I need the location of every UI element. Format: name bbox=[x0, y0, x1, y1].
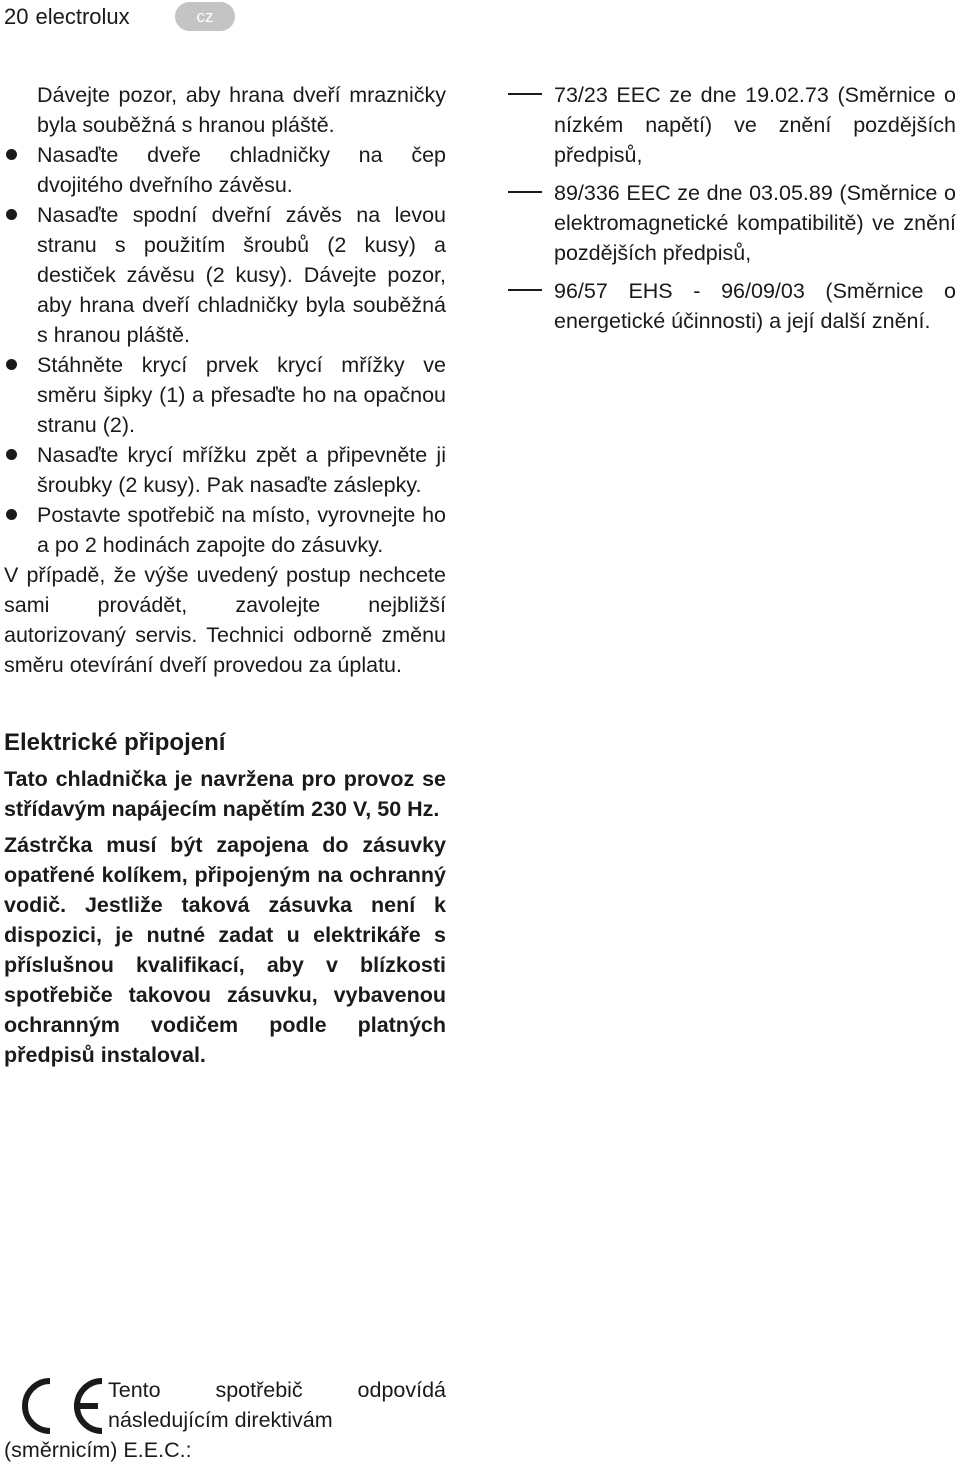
bullet-icon bbox=[6, 359, 17, 370]
dash-icon bbox=[508, 289, 542, 291]
list-item: 89/336 EEC ze dne 03.05.89 (Směrnice o elektromagnetické kompatibilitě) ve znění pozdějších předpisů, bbox=[508, 178, 956, 268]
dash-icon bbox=[508, 191, 542, 193]
bullet-icon bbox=[6, 209, 17, 220]
voltage-paragraph: Tato chladnička je navržena pro provoz se střídavým napájecím napětím 230 V, 50 Hz. bbox=[4, 767, 446, 821]
list-item: 73/23 EEC ze dne 19.02.73 (Směrnice o nízkém napětí) ve znění pozdějších předpisů, bbox=[508, 80, 956, 170]
ce-mark-icon bbox=[10, 1375, 106, 1437]
bullet-icon bbox=[6, 149, 17, 160]
page-number: 20 bbox=[4, 4, 29, 29]
list-item: Nasaďte spodní dveřní závěs na levou stranu s použitím šroubů (2 kusy) a destiček závěsu (2 kusy). Dávejte pozor, aby hrana dveří chladničky byla souběžná s hranou pláště. bbox=[4, 200, 446, 350]
section-title: Elektrické připojení bbox=[4, 729, 226, 756]
language-badge: cz bbox=[175, 2, 235, 31]
left-column bbox=[4, 80, 446, 1070]
page-header bbox=[4, 2, 130, 32]
brand-name: electrolux bbox=[35, 4, 130, 29]
list-item: Nasaďte dveře chladničky na čep dvojitého dveřního závěsu. bbox=[4, 140, 446, 200]
bullet-icon bbox=[6, 509, 17, 520]
plug-paragraph: Zástrčka musí být zapojena do zásuvky opatřené kolíkem, připojeným na ochranný vodič. Jestliže taková zásuvka není k dispozici, je nutné zadat u elektrikáře s příslušnou kvalifikací, aby v blízkosti spotřebiče takovou zásuvku, vybavenou ochranným vodičem podle platných předpisů instaloval. bbox=[4, 833, 446, 1067]
bullet-icon bbox=[6, 449, 17, 460]
list-item: 96/57 EHS - 96/09/03 (Směrnice o energetické účinnosti) a její další znění. bbox=[508, 276, 956, 336]
ce-text-tail: (směrnicím) E.E.C.: bbox=[4, 1438, 192, 1462]
ce-text: Tento spotřebič odpovídá následujícím direktivám bbox=[108, 1378, 446, 1432]
closing-paragraph: V případě, že výše uvedený postup nechcete sami provádět, zavolejte nejbližší autorizovaný servis. Technici odborně změnu směru otevírání dveří provedou za úplatu. bbox=[4, 563, 446, 677]
list-item: Stáhněte krycí prvek krycí mřížky ve směru šipky (1) a přesaďte ho na opačnou stranu (2). bbox=[4, 350, 446, 440]
right-column bbox=[508, 80, 956, 344]
intro-paragraph: Dávejte pozor, aby hrana dveří mrazničky byla souběžná s hranou pláště. bbox=[37, 83, 446, 137]
ce-declaration bbox=[4, 1375, 446, 1465]
dash-icon bbox=[508, 93, 542, 95]
list-item: Postavte spotřebič na místo, vyrovnejte ho a po 2 hodinách zapojte do zásuvky. bbox=[4, 500, 446, 560]
list-item: Nasaďte krycí mřížku zpět a připevněte ji šroubky (2 kusy). Pak nasaďte záslepky. bbox=[4, 440, 446, 500]
